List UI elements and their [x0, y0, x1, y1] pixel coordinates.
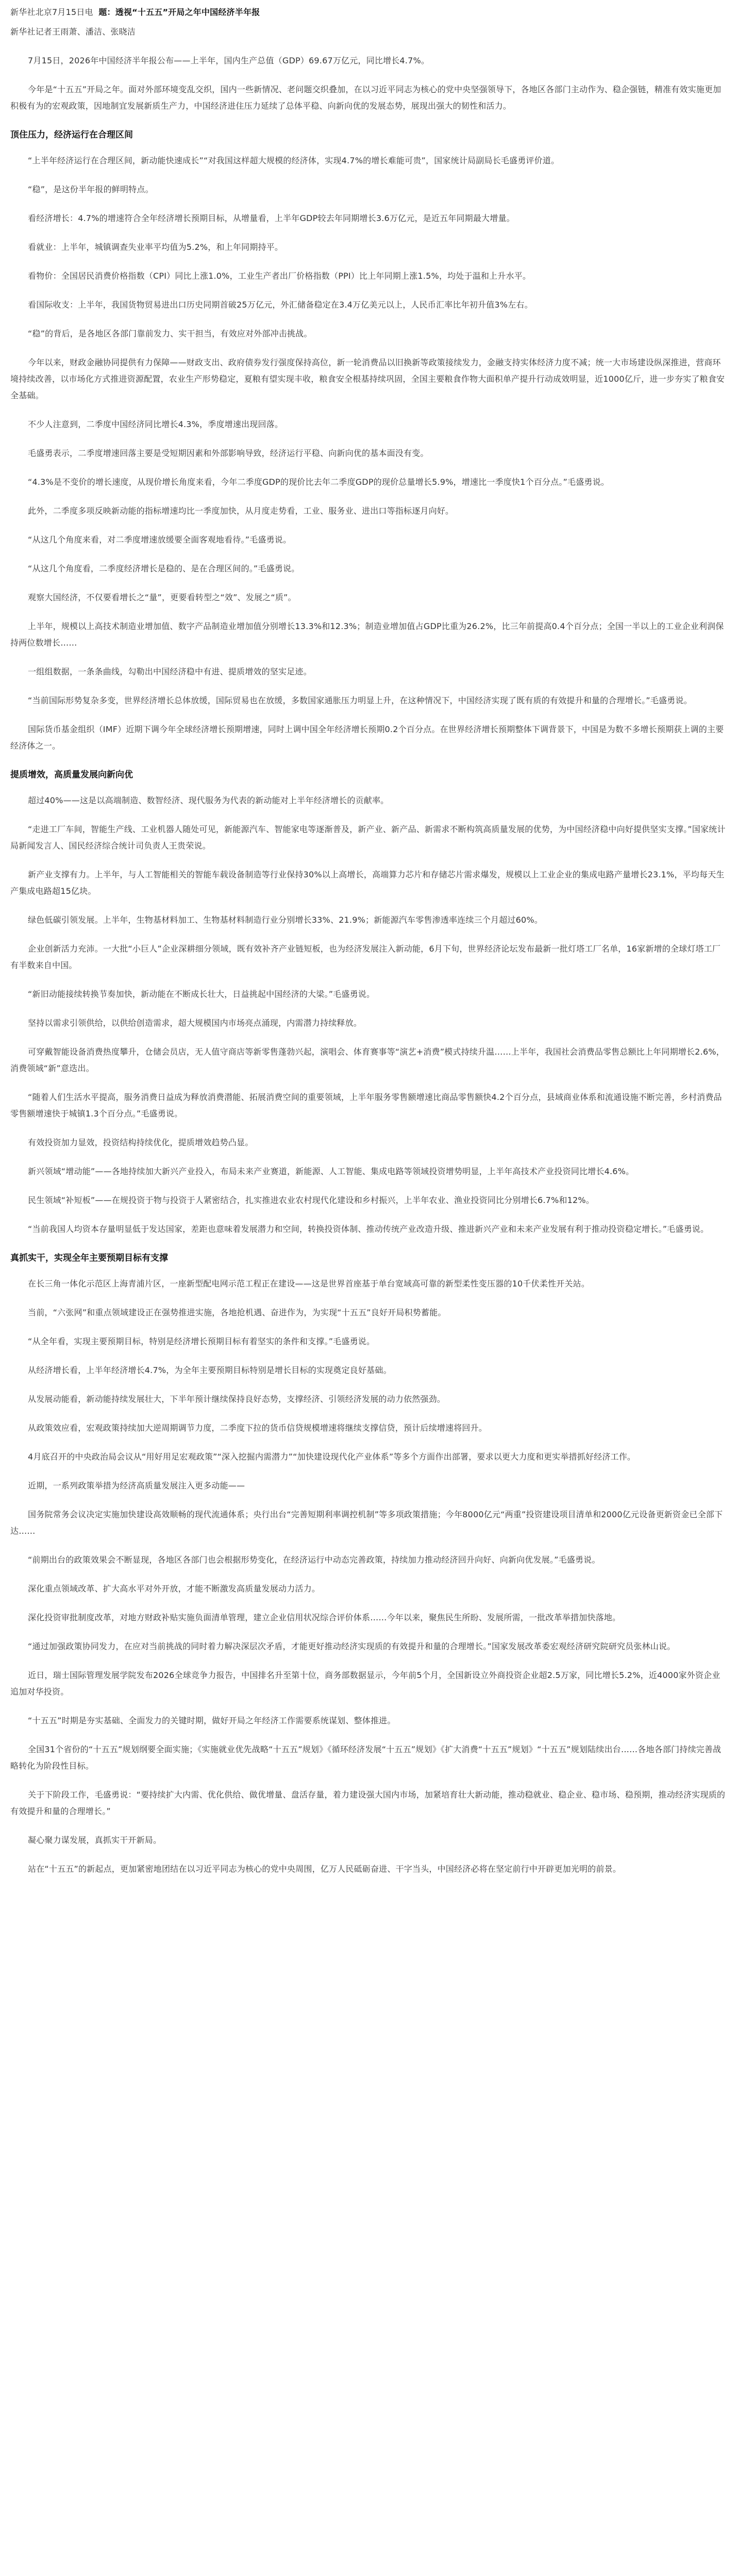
article-paragraph: 看就业：上半年，城镇调查失业率平均值为5.2%，和上年同期持平。 [28, 242, 283, 252]
article-paragraph: 当前，“六张网”和重点领域建设正在强势推进实施，各地抢机遇、奋进作为，为实现“十五五”良好开局积势蓄能。 [28, 1308, 446, 1317]
article-paragraph: 今年以来，财政金融协同提供有力保障——财政支出、政府债券发行强度保持高位，新一轮消费品以旧换新等政策接续发力，金融支持实体经济力度不减；统一大市场建设纵深推进，营商环境持续改善，以市场化方式推进资源配置，农业生产形势稳定，夏粮有望实现丰收，粮食安全根基持续巩固，全国主要粮食作物大面积单产提升行动成效明显，近1000亿斤，进一步夯实了粮食安全基础。 [10, 358, 725, 400]
article-paragraph: 近日，瑞士国际管理发展学院发布2026全球竞争力报告，中国排名升至第十位，商务部数据显示，今年前5个月，全国新设立外商投资企业超2.5万家，同比增长5.2%，近4000家外资企业追加对华投资。 [10, 1670, 721, 1697]
article-paragraph: 有效投资加力显效，投资结构持续优化，提质增效趋势凸显。 [28, 1138, 254, 1147]
article-paragraph: “十五五”时期是夯实基础、全面发力的关键时期，做好开局之年经济工作需要系统谋划、整体推进。 [28, 1716, 396, 1725]
article-paragraph: 观察大国经济，不仅要看增长之“量”，更要看转型之“效”、发展之“质”。 [28, 592, 296, 602]
article-paragraph: 深化重点领域改革、扩大高水平对外开放，才能不断激发高质量发展动力活力。 [28, 1584, 321, 1594]
article-paragraph: 毛盛勇表示，二季度增速回落主要是受短期因素和外部影响导致，经济运行平稳、向新向优的基本面没有变。 [28, 448, 429, 458]
article-paragraph: “前期出台的政策效果会不断显现，各地区各部门也会根据形势变化，在经济运行中动态完善政策，持续加力推动经济回升向好、向新向优发展。”毛盛勇说。 [28, 1555, 600, 1565]
article-paragraph: 一组组数据，一条条曲线，勾勒出中国经济稳中有进、提质增效的坚实足迹。 [28, 667, 312, 676]
article-paragraph: 今年是“十五五”开局之年。面对外部环境变乱交织，国内一些新情况、老问题交织叠加，在以习近平同志为核心的党中央坚强领导下，各地区各部门主动作为、稳企强链，精准有效实施更加积极有为的宏观政策，因地制宜发展新质生产力，中国经济进住压力延续了总体平稳、向新向优的发展态势，展现出强大的韧性和活力。 [10, 84, 722, 111]
article-paragraph: “新旧动能接续转换节奏加快，新动能在不断成长壮大，日益挑起中国经济的大梁。”毛盛勇说。 [28, 989, 375, 999]
article-paragraph: 关于下阶段工作，毛盛勇说：“要持续扩大内需、优化供给、做优增量、盘活存量，着力建设强大国内市场，加紧培育壮大新动能，推动稳就业、稳企业、稳市场、稳预期，推动经济实现质的有效提升和量的合理增长。” [10, 1790, 726, 1816]
article-paragraph: 从经济增长看，上半年经济增长4.7%，为全年主要预期目标特别是增长目标的实现奠定良好基础。 [28, 1365, 392, 1375]
article-paragraph: “当前我国人均资本存量明显低于发达国家，差距也意味着发展潜力和空间，转换投资体制、推动传统产业改造升级、推进新兴产业和未来产业发展有利于推动投资稳定增长。”毛盛勇说。 [28, 1224, 709, 1234]
article-paragraph: 凝心聚力谋发展，真抓实干开新局。 [28, 1835, 162, 1845]
section-heading: 提质增效，高质量发展向新向优 [10, 770, 133, 780]
article-paragraph: 看经济增长：4.7%的增速符合全年经济增长预期目标，从增量看，上半年GDP较去年同期增长3.6万亿元，是近五年同期最大增量。 [28, 213, 515, 223]
article-paragraph: 在长三角一体化示范区上海青浦片区，一座新型配电网示范工程正在建设——这是世界首座基于单台宽域高可靠的新型柔性变压器的10千伏柔性开关站。 [28, 1279, 590, 1289]
article-paragraph: “稳”的背后，是各地区各部门靠前发力、实干担当，有效应对外部冲击挑战。 [28, 329, 312, 338]
article-paragraph: “走进工厂车间，智能生产线、工业机器人随处可见，新能源汽车、智能家电等逐渐普及，新产业、新产品、新需求不断构筑高质量发展的优势，为中国经济稳中向好提供坚实支撑。”国家统计局新闻发言人、国民经济综合统计司负责人王贵荣说。 [10, 824, 726, 851]
article-paragraph: 企业创新活力充沛。一大批“小巨人”企业深耕细分领域，既有效补齐产业链短板，也为经济发展注入新动能，6月下旬，世界经济论坛发布最新一批灯塔工厂名单，16家新增的全球灯塔工厂有半数来自中国。 [10, 944, 721, 970]
article-paragraph: 新产业支撑有力。上半年，与人工智能相关的智能车载设备制造等行业保持30%以上高增长，高端算力芯片和存储芯片需求爆发，规模以上工业企业的集成电路产量增长23.1%，平均每天生产集成电路超15亿块。 [10, 870, 725, 896]
article-paragraph: 深化投资审批制度改革，对地方财政补贴实施负面清单管理，建立企业信用状况综合评价体系……今年以来，聚焦民生所盼、发展所需，一批改革举措加快落地。 [28, 1613, 621, 1622]
article-paragraph: 上半年，规模以上高技术制造业增加值、数字产品制造业增加值分别增长13.3%和12.3%；制造业增加值占GDP比重为26.2%，比三年前提高0.4个百分点；全国一半以上的工业企业利润保持两位数增长…… [10, 621, 724, 648]
article-paragraph: 此外，二季度多项反映新动能的指标增速均比一季度加快，从月度走势看，工业、服务业、进出口等指标逐月向好。 [28, 506, 454, 516]
article-paragraph: 坚持以需求引领供给，以供给创造需求，超大规模国内市场亮点涌现，内需潜力持续释放。 [28, 1018, 362, 1028]
section-heading: 真抓实干，实现全年主要预期目标有支撑 [10, 1253, 168, 1263]
article-paragraph: “通过加强政策协同发力，在应对当前挑战的同时着力解决深层次矛盾，才能更好推动经济实现质的有效提升和量的合理增长。”国家发展改革委宏观经济研究院研究员张林山说。 [28, 1641, 676, 1651]
article-paragraph: 不少人注意到，二季度中国经济同比增长4.3%，季度增速出现回落。 [28, 419, 283, 429]
article-dateline: 新华社北京7月15日电 [10, 7, 93, 17]
section-heading: 顶住压力，经济运行在合理区间 [10, 130, 133, 140]
article-paragraph: 全国31个省份的“十五五”规划纲要全面实施；《实施就业优先战略“十五五”规划》《循环经济发展“十五五”规划》《扩大消费“十五五”规划》“十五五”规划陆续出台……各地各部门持续完善战略转化为阶段性目标。 [10, 1744, 722, 1771]
article-paragraph: “当前国际形势复杂多变，世界经济增长总体放缓，国际贸易也在放缓，多数国家通胀压力明显上升，在这种情况下，中国经济实现了既有质的有效提升和量的合理增长。”毛盛勇说。 [28, 696, 692, 705]
article-reporters: 新华社记者王雨萧、潘洁、张晓洁 [10, 27, 136, 37]
article-paragraph: 民生领域“补短板”——在规投资于物与投资于人紧密结合，扎实推进农业农村现代化建设和乡村振兴，上半年农业、渔业投资同比分别增长6.7%和12%。 [28, 1195, 594, 1205]
article-paragraph: “稳”，是这份半年报的鲜明特点。 [28, 184, 154, 194]
article-paragraph: “从全年看，实现主要预期目标，特别是经济增长预期目标有着坚实的条件和支撑。”毛盛勇说。 [28, 1336, 375, 1346]
article-paragraph: 可穿戴智能设备消费热度攀升，仓储会员店，无人值守商店等新零售蓬勃兴起，演唱会、体育赛事等“演艺+消费”模式持续升温……上半年，我国社会消费品零售总额比上年同期增长2.6%，消费领域“新”意迭出。 [10, 1047, 725, 1073]
article-paragraph: 国际货币基金组织（IMF）近期下调今年全球经济增长预期增速，同时上调中国全年经济增长预期0.2个百分点。在世界经济增长预期整体下调背景下，中国是为数不多增长预期获上调的主要经济体之一。 [10, 724, 724, 751]
article-paragraph: “上半年经济运行在合理区间，新动能快速成长”“对我国这样超大规模的经济体，实现4.7%的增长难能可贵”，国家统计局副局长毛盛勇评价道。 [28, 156, 560, 165]
article-paragraph: 超过40%——这是以高端制造、数智经济、现代服务为代表的新动能对上半年经济增长的贡献率。 [28, 795, 389, 805]
article-paragraph: 看国际收支：上半年，我国货物贸易进出口历史同期首破25万亿元，外汇储备稳定在3.4万亿美元以上，人民币汇率比年初升值3%左右。 [28, 300, 533, 310]
article-paragraph: 从发展动能看，新动能持续发展壮大，下半年预计继续保持良好态势，支撑经济、引领经济发展的动力依然强劲。 [28, 1394, 446, 1404]
article-title: 题：透视“十五五”开局之年中国经济半年报 [98, 7, 260, 17]
article-header-line [10, 4, 727, 21]
article-paragraph: “随着人们生活水平提高，服务消费日益成为释放消费潜能、拓展消费空间的重要领域，上半年服务零售额增速比商品零售额快4.2个百分点，县域商业体系和流通设施不断完善，乡村消费品零售额增速快于城镇1.3个百分点。”毛盛勇说。 [10, 1092, 722, 1118]
article-paragraph: 近期，一系列政策举措为经济高质量发展注入更多动能—— [28, 1481, 245, 1490]
article-paragraph: 绿色低碳引领发展。上半年，生物基材料加工、生物基材料制造行业分别增长33%、21.9%；新能源汽车零售渗透率连续三个月超过60%。 [28, 915, 543, 925]
article-paragraph: “4.3%是不变价的增长速度，从现价增长角度来看，今年二季度GDP的现价比去年二季度GDP的现价总量增长5.9%，增速比一季度快1个百分点。”毛盛勇说。 [28, 477, 609, 487]
article-paragraph: “从这几个角度看，二季度经济增长是稳的、是在合理区间的。”毛盛勇说。 [28, 564, 300, 573]
article-paragraph: 站在“十五五”的新起点，更加紧密地团结在以习近平同志为核心的党中央周围，亿万人民砥砺奋进、干字当头，中国经济必将在坚定前行中开辟更加光明的前景。 [28, 1864, 621, 1874]
article-paragraph: 7月15日，2026年中国经济半年报公布——上半年，国内生产总值（GDP）69.67万亿元，同比增长4.7%。 [28, 56, 430, 65]
article-paragraph: 国务院常务会议决定实施加快建设高效顺畅的现代流通体系；央行出台“完善短期利率调控机制”等多项政策措施；今年8000亿元“两重”投资建设项目清单和2000亿元设备更新资金已全部下达…… [10, 1510, 723, 1536]
article-paragraph: 从政策效应看，宏观政策持续加大逆周期调节力度，二季度下拉的货币信贷规模增速将继续支撑信贷，预计后续增速将回升。 [28, 1423, 488, 1433]
article-paragraph: “从这几个角度来看，对二季度增速放缓要全面客观地看待。”毛盛勇说。 [28, 535, 292, 545]
article-paragraph: 看物价：全国居民消费价格指数（CPI）同比上涨1.0%，工业生产者出厂价格指数（PPI）比上年同期上涨1.5%，均处于温和上升水平。 [28, 271, 531, 281]
article-paragraph: 4月底召开的中央政治局会议从“用好用足宏观政策”“深入挖掘内需潜力”“加快建设现代化产业体系”等多个方面作出部署，要求以更大力度和更实举措抓好经济工作。 [28, 1452, 636, 1462]
article-body [10, 53, 727, 1877]
article-paragraph: 新兴领域“增动能”——各地持续加大新兴产业投入，布局未来产业赛道，新能源、人工智能、集成电路等领域投资增势明显，上半年高技术产业投资同比增长4.6%。 [28, 1166, 634, 1176]
